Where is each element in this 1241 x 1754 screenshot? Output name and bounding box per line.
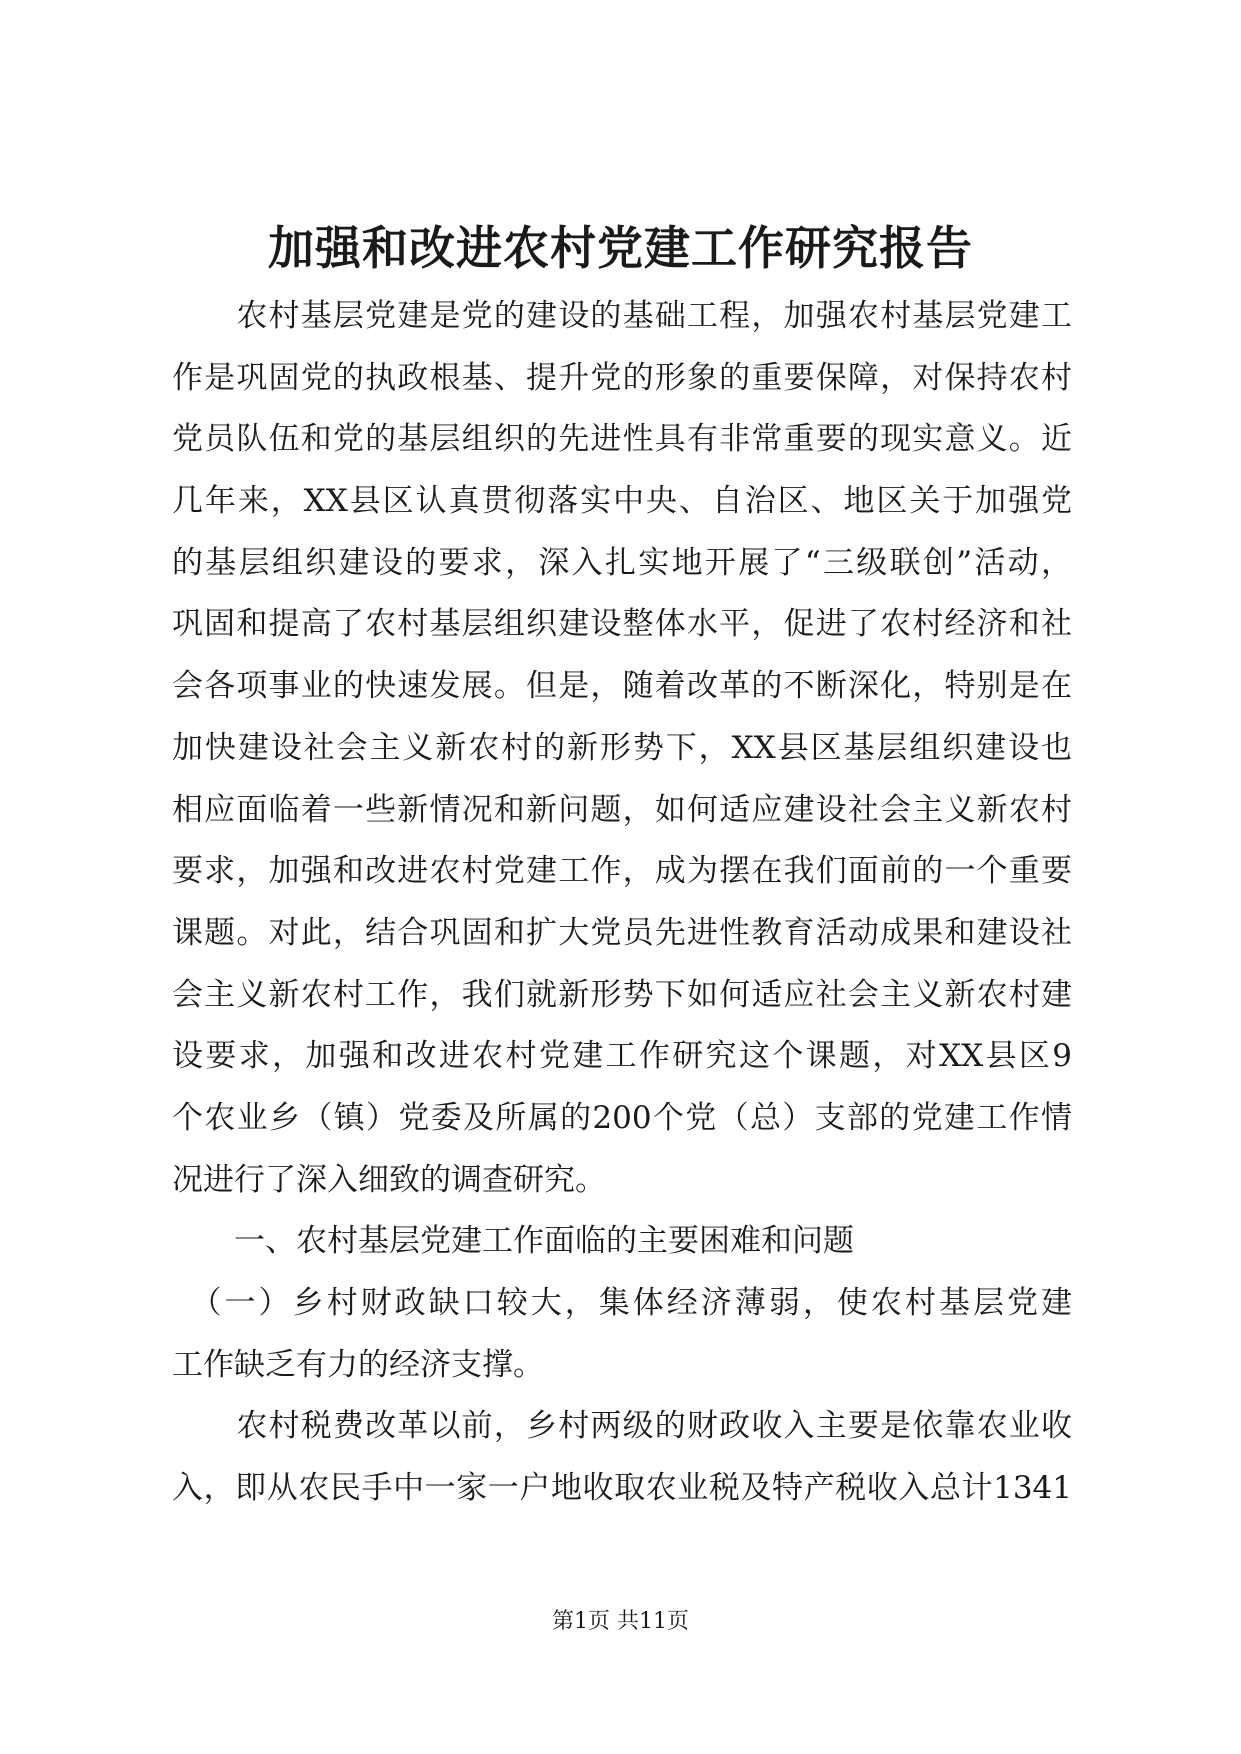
body-line: 个农业乡（镇）党委及所属的200个党（总）支部的党建工作情 xyxy=(172,1099,1072,1136)
page-footer: 第1页 共11页 xyxy=(552,1609,689,1634)
body-line: 相应面临着一些新情况和新问题，如何适应建设社会主义新农村 xyxy=(172,791,1072,828)
body-line: 况进行了深入细致的调查研究。 xyxy=(172,1161,606,1198)
body-line: 设要求，加强和改进农村党建工作研究这个课题，对XX县区9 xyxy=(172,1038,1072,1075)
body-line: 党员队伍和党的基层组织的先进性具有非常重要的现实意义。近 xyxy=(172,421,1072,458)
body-line: 入，即从农民手中一家一户地收取农业税及特产税收入总计1341 xyxy=(172,1470,1072,1507)
document-title: 加强和改进农村党建工作研究报告 xyxy=(268,221,973,275)
body-line: 会各项事业的快速发展。但是，随着改革的不断深化，特别是在 xyxy=(172,668,1072,705)
subsection-heading-cont: 工作缺乏有力的经济支撑。 xyxy=(172,1346,544,1383)
body-line: 农村税费改革以前，乡村两级的财政收入主要是依靠农业收 xyxy=(172,1408,1072,1445)
body-line: 巩固和提高了农村基层组织建设整体水平，促进了农村经济和社 xyxy=(172,606,1072,643)
body-line: 几年来，XX县区认真贯彻落实中央、自治区、地区关于加强党 xyxy=(172,483,1072,520)
section-heading: 一、农村基层党建工作面临的主要困难和问题 xyxy=(172,1223,854,1260)
body-line: 会主义新农村工作，我们就新形势下如何适应社会主义新农村建 xyxy=(172,976,1072,1013)
body-line: 作是巩固党的执政根基、提升党的形象的重要保障，对保持农村 xyxy=(172,359,1072,396)
body-line: 课题。对此，结合巩固和扩大党员先进性教育活动成果和建设社 xyxy=(172,914,1072,951)
body-line: 要求，加强和改进农村党建工作，成为摆在我们面前的一个重要 xyxy=(172,853,1072,890)
document-body xyxy=(172,286,1072,1520)
subsection-heading: （一）乡村财政缺口较大，集体经济薄弱，使农村基层党建 xyxy=(172,1285,1072,1321)
body-line: 的基层组织建设的要求，深入扎实地开展了“三级联创”活动， xyxy=(172,544,1072,581)
body-line: 加快建设社会主义新农村的新形势下，XX县区基层组织建设也 xyxy=(172,729,1072,766)
body-line: 农村基层党建是党的建设的基础工程，加强农村基层党建工 xyxy=(172,298,1072,334)
